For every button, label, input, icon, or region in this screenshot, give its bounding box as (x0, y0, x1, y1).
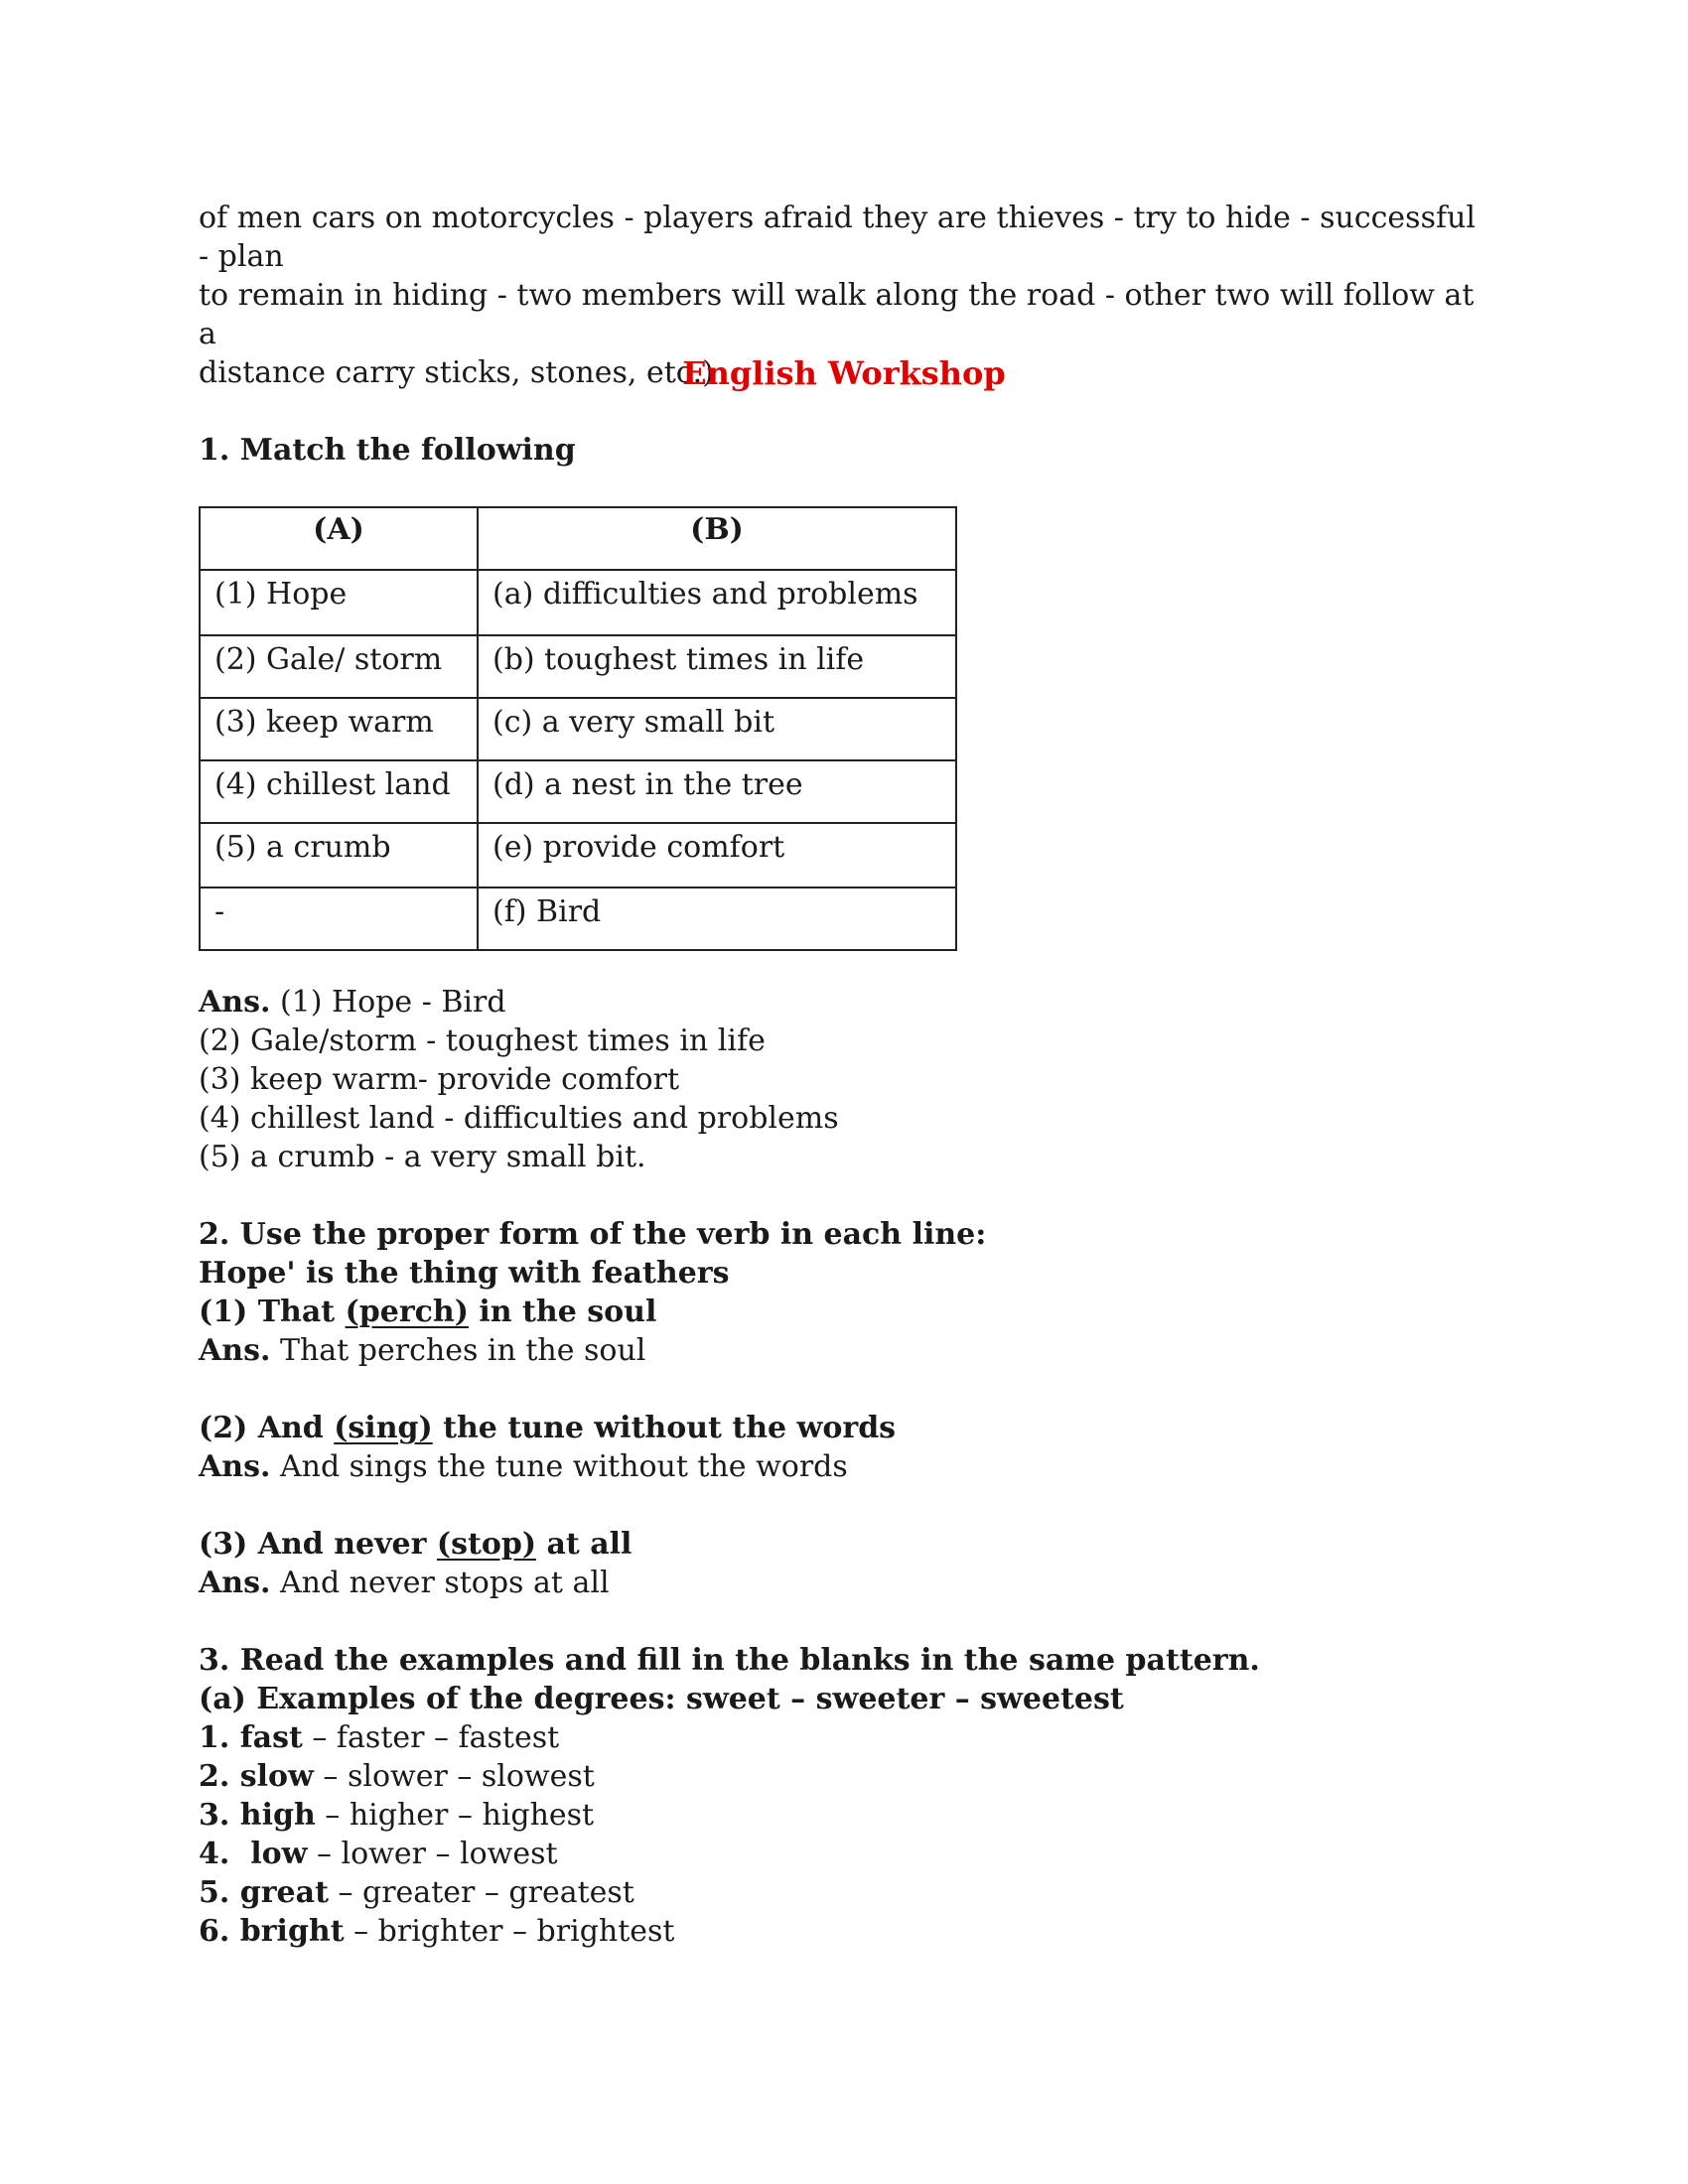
table-row (200, 823, 956, 887)
degree-item (199, 1757, 1489, 1796)
answer-line: (5) a crumb - a very small bit. (199, 1140, 646, 1174)
section-title: English Workshop (682, 354, 1006, 392)
degree-word: 3. high (199, 1798, 316, 1833)
q2-item-2 (199, 1409, 1489, 1486)
q2-item-answer (199, 1564, 1489, 1602)
degree-word: 4. low (199, 1837, 308, 1871)
q2-section (199, 1215, 1489, 1370)
q2-item-question (199, 1293, 1489, 1331)
cell-b: (b) toughest times in life (478, 635, 956, 698)
answer-line: (4) chillest land - difficulties and problems (199, 1101, 839, 1136)
verb-blank: (sing) (334, 1411, 433, 1445)
answer-line: (2) Gale/storm - toughest times in life (199, 1024, 766, 1058)
cell-a: (5) a crumb (200, 823, 478, 887)
degree-word: 6. bright (199, 1914, 345, 1949)
q1-answers (199, 983, 1489, 1176)
degree-item (199, 1718, 1489, 1757)
degree-forms: – greater – greatest (328, 1875, 634, 1910)
intro-line: of men cars on motorcycles - players afraid they are thieves - try to hide - successful - plan (199, 201, 1476, 274)
degree-forms: – brighter – brightest (344, 1914, 675, 1949)
q2-item-answer (199, 1447, 1489, 1486)
cell-a: - (200, 887, 478, 950)
q2-item-question (199, 1409, 1489, 1447)
table-row (200, 887, 956, 950)
degree-word: 2. slow (199, 1759, 314, 1794)
degree-item (199, 1796, 1489, 1835)
cell-a: (2) Gale/ storm (200, 635, 478, 698)
q3-section (199, 1641, 1489, 1951)
q1-heading: 1. Match the following (199, 433, 576, 468)
q2-subheading: Hope' is the thing with feathers (199, 1256, 730, 1291)
table-row (200, 570, 956, 635)
answer-line: (3) keep warm- provide comfort (199, 1062, 679, 1097)
answer-text: (1) Hope - Bird (279, 985, 506, 1020)
cell-a: (1) Hope (200, 570, 478, 635)
cell-a: (3) keep warm (200, 698, 478, 760)
degree-item (199, 1873, 1489, 1912)
degree-forms: – lower – lowest (307, 1837, 558, 1871)
question-post: in the soul (468, 1295, 657, 1329)
match-table (199, 506, 957, 951)
answer-text: And sings the tune without the words (270, 1449, 848, 1484)
table-header-row (200, 507, 956, 570)
table-row (200, 635, 956, 698)
verb-blank: (stop) (436, 1527, 537, 1562)
q2-heading: 2. Use the proper form of the verb in each line: (199, 1217, 987, 1252)
answer-text: That perches in the soul (270, 1333, 646, 1368)
degree-forms: – faster – fastest (302, 1720, 560, 1755)
degree-item (199, 1912, 1489, 1951)
q3-subheading: (a) Examples of the degrees: sweet – sweeter – sweetest (199, 1682, 1124, 1716)
question-pre: (2) And (199, 1411, 335, 1445)
question-post: the tune without the words (432, 1411, 897, 1445)
q3-heading: 3. Read the examples and fill in the blanks in the same pattern. (199, 1643, 1260, 1678)
column-b-header: (B) (478, 507, 956, 570)
table-row (200, 760, 956, 823)
degree-forms: – slower – slowest (313, 1759, 595, 1794)
column-a-header: (A) (200, 507, 478, 570)
verb-blank: (perch) (345, 1295, 469, 1329)
cell-b: (a) difficulties and problems (478, 570, 956, 635)
cell-b: (f) Bird (478, 887, 956, 950)
degree-forms: – higher – highest (315, 1798, 595, 1833)
table-row (200, 698, 956, 760)
answer-line (199, 983, 1489, 1022)
question-pre: (1) That (199, 1295, 346, 1329)
degree-word: 1. fast (199, 1720, 303, 1755)
cell-b: (e) provide comfort (478, 823, 956, 887)
ans-label: Ans. (199, 1333, 271, 1368)
question-post: at all (536, 1527, 633, 1562)
q2-item-3 (199, 1525, 1489, 1602)
q2-item-question (199, 1525, 1489, 1564)
q2-item-answer (199, 1331, 1489, 1370)
cell-b: (c) a very small bit (478, 698, 956, 760)
answer-text: And never stops at all (270, 1566, 610, 1600)
ans-label: Ans. (199, 1566, 271, 1600)
degree-item (199, 1835, 1489, 1873)
intro-line: distance carry sticks, stones, etc.) (199, 355, 714, 390)
degree-word: 5. great (199, 1875, 329, 1910)
ans-label: Ans. (199, 1449, 271, 1484)
intro-line: to remain in hiding - two members will walk along the road - other two will follow at a (199, 278, 1475, 351)
ans-label: Ans. (199, 985, 271, 1020)
cell-b: (d) a nest in the tree (478, 760, 956, 823)
cell-a: (4) chillest land (200, 760, 478, 823)
question-pre: (3) And never (199, 1527, 437, 1562)
